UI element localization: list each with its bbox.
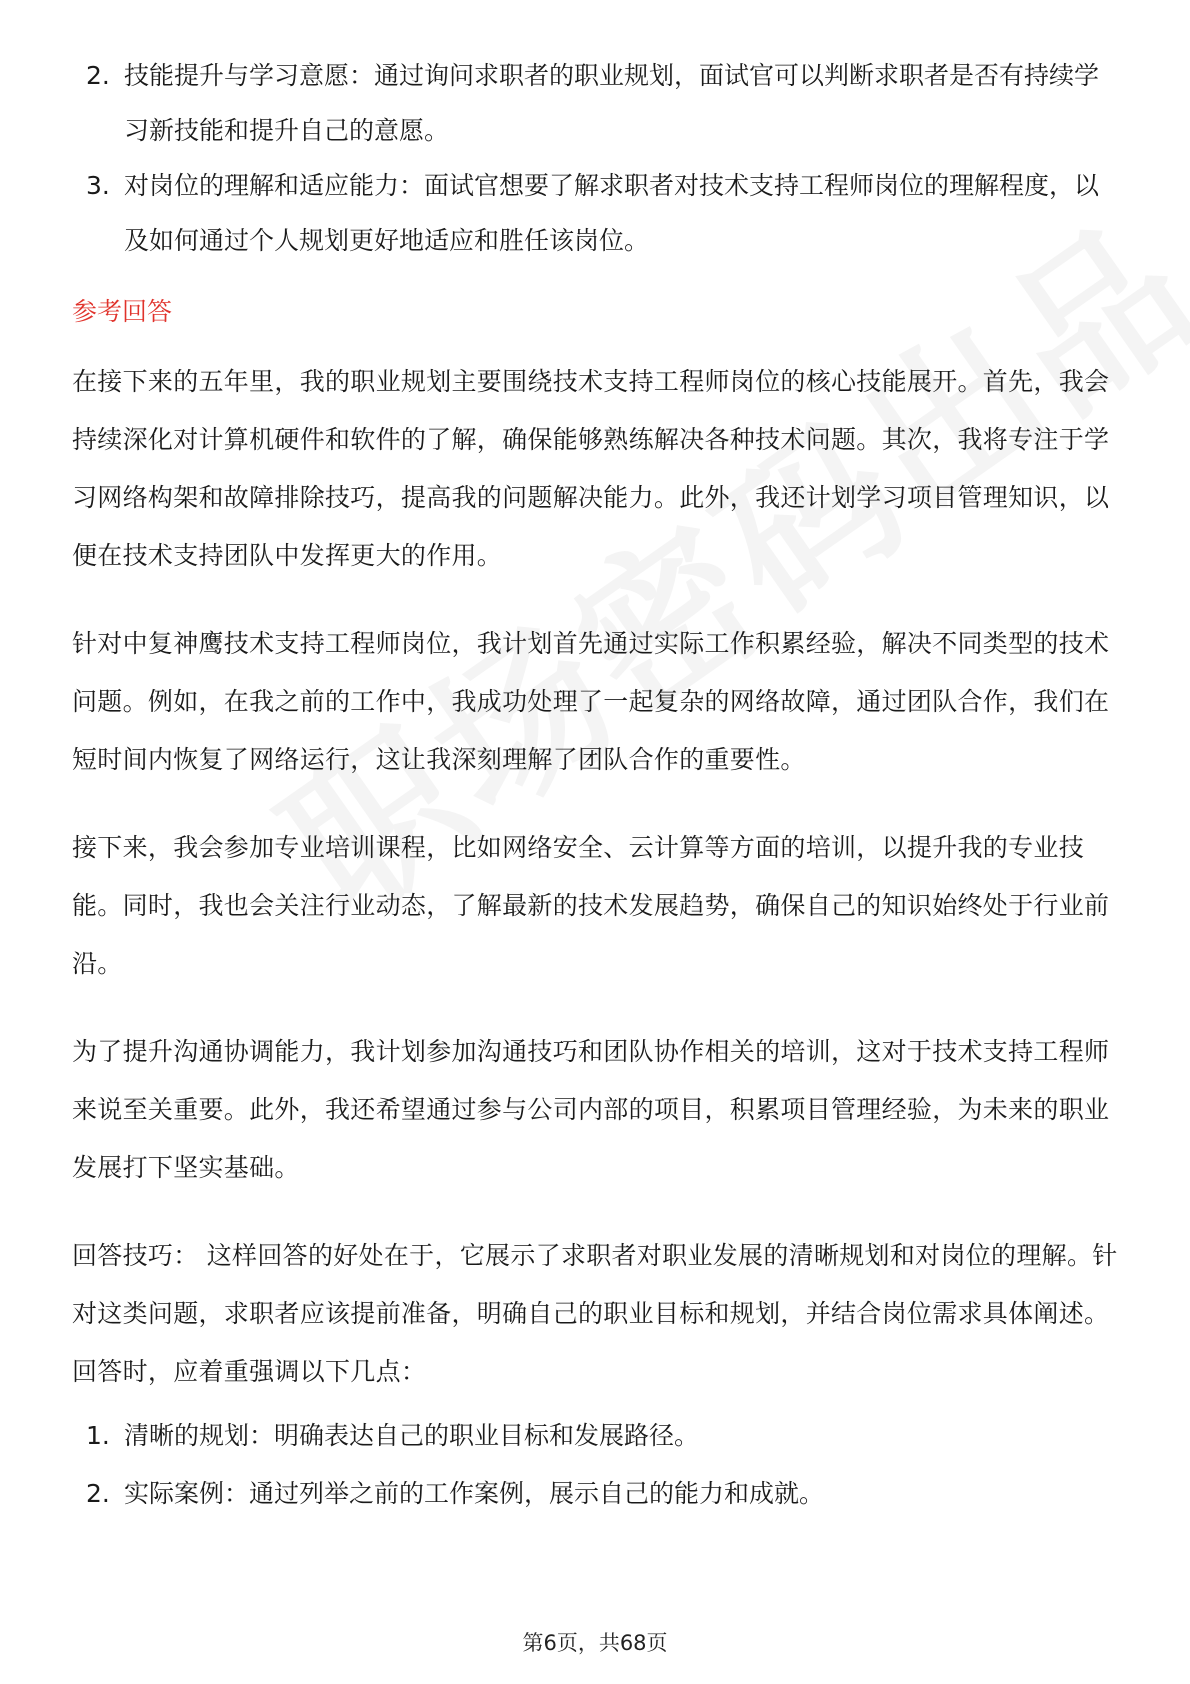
list-item (72, 158, 1118, 268)
list-item (72, 1407, 1118, 1465)
list-item-text: 技能提升与学习意愿：通过询问求职者的职业规划，面试官可以判断求职者是否有持续学习新技能和提升自己的意愿。 (124, 61, 1100, 145)
list-item-number: 3. (86, 171, 110, 200)
page-footer: 第6页，共68页 (522, 1631, 668, 1655)
paragraph: 接下来，我会参加专业培训课程，比如网络安全、云计算等方面的培训，以提升我的专业技能。同时，我也会关注行业动态，了解最新的技术发展趋势，确保自己的知识始终处于行业前沿。 (72, 833, 1110, 978)
list-item-number: 2. (86, 1479, 110, 1508)
paragraph: 在接下来的五年里，我的职业规划主要围绕技术支持工程师岗位的核心技能展开。首先，我会持续深化对计算机硬件和软件的了解，确保能够熟练解决各种技术问题。其次，我将专注于学习网络构架和故障排除技巧，提高我的问题解决能力。此外，我还计划学习项目管理知识，以便在技术支持团队中发挥更大的作用。 (72, 367, 1110, 570)
list-item-text: 实际案例：通过列举之前的工作案例，展示自己的能力和成就。 (124, 1479, 825, 1508)
list-item-number: 1. (86, 1421, 110, 1450)
list-item (72, 1465, 1118, 1523)
list-item-number: 2. (86, 61, 110, 90)
paragraph: 针对中复神鹰技术支持工程师岗位，我计划首先通过实际工作积累经验，解决不同类型的技术问题。例如，在我之前的工作中，我成功处理了一起复杂的网络故障，通过团队合作，我们在短时间内恢复了网络运行，这让我深刻理解了团队合作的重要性。 (72, 629, 1110, 774)
list-item-text: 清晰的规划：明确表达自己的职业目标和发展路径。 (124, 1421, 700, 1450)
intro-list (72, 48, 1118, 268)
paragraph: 为了提升沟通协调能力，我计划参加沟通技巧和团队协作相关的培训，这对于技术支持工程师来说至关重要。此外，我还希望通过参与公司内部的项目，积累项目管理经验，为未来的职业发展打下坚实基础。 (72, 1037, 1110, 1182)
list-item (72, 48, 1118, 158)
tips-list (72, 1407, 1118, 1523)
answer-tips-paragraph: 回答技巧： 这样回答的好处在于，它展示了求职者对职业发展的清晰规划和对岗位的理解。针对这类问题，求职者应该提前准备，明确自己的职业目标和规划，并结合岗位需求具体阐述。回答时，应着重强调以下几点： (72, 1241, 1118, 1386)
list-item-text: 对岗位的理解和适应能力：面试官想要了解求职者对技术支持工程师岗位的理解程度，以及如何通过个人规划更好地适应和胜任该岗位。 (124, 171, 1100, 255)
document-page (72, 48, 1118, 1523)
section-heading: 参考回答 (72, 297, 173, 326)
